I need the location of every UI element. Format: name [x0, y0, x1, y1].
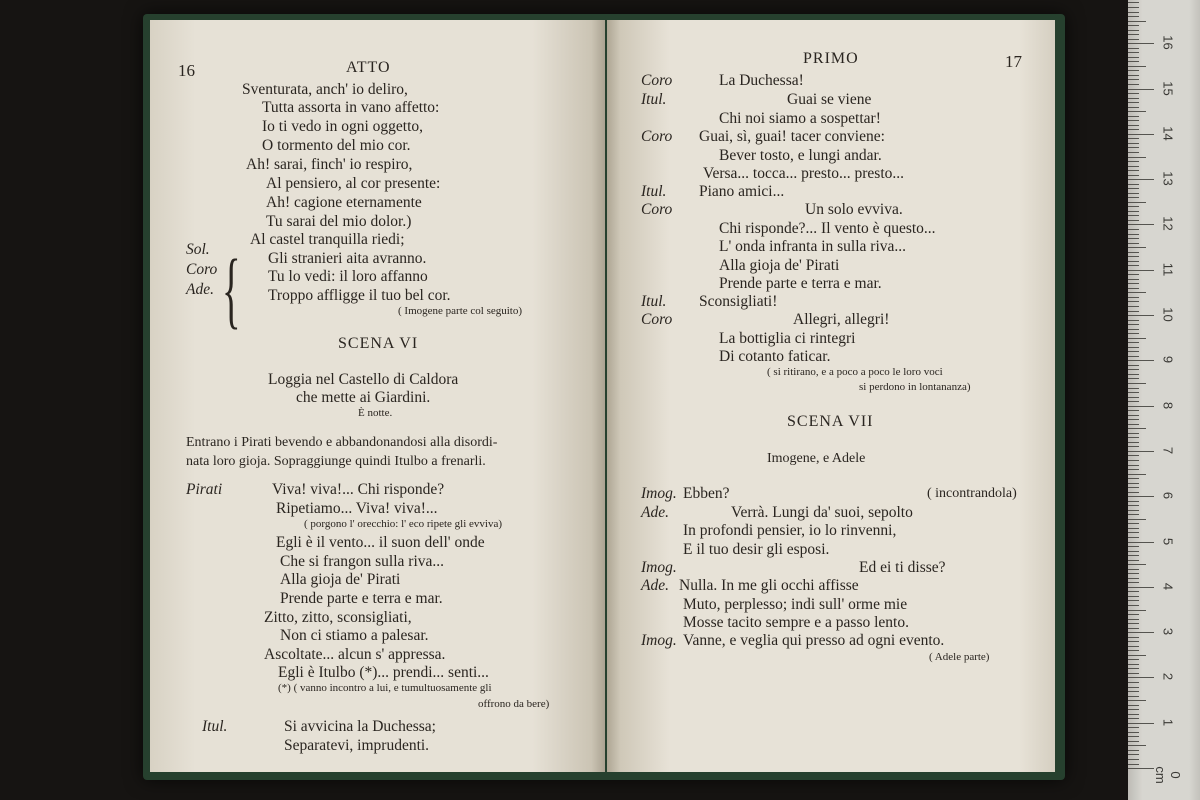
- ruler-tick: [1128, 551, 1139, 552]
- speaker-label: Sol.: [186, 241, 210, 258]
- verse-line: Ascoltate... alcun s' appressa.: [264, 646, 446, 663]
- ruler-tick: [1128, 397, 1139, 398]
- ruler-tick: [1128, 388, 1139, 389]
- ruler-tick: [1128, 265, 1139, 266]
- verse-line: Egli è Itulbo (*)... prendi... senti...: [278, 664, 489, 681]
- ruler-tick: [1128, 111, 1146, 112]
- ruler-tick: [1128, 668, 1139, 669]
- verse-line: Sventurata, anch' io deliro,: [242, 81, 408, 98]
- verse-line: Bever tosto, e lungi andar.: [719, 147, 882, 164]
- ruler-tick: [1128, 360, 1154, 361]
- ruler-tick: [1128, 750, 1139, 751]
- ruler-tick: [1128, 619, 1139, 620]
- ruler-tick: [1128, 365, 1139, 366]
- verse-line: Piano amici...: [699, 183, 785, 200]
- speaker-label: Pirati: [186, 481, 223, 498]
- ruler-tick: [1128, 496, 1154, 497]
- verse-line: Guai se viene: [787, 91, 872, 108]
- ruler-tick: [1128, 34, 1139, 35]
- ruler-tick: [1128, 455, 1139, 456]
- ruler-tick: [1128, 474, 1146, 475]
- ruler-tick: [1128, 175, 1139, 176]
- ruler-tick: [1128, 342, 1139, 343]
- ruler-tick: [1128, 582, 1139, 583]
- verse-line: O tormento del mio cor.: [262, 137, 411, 154]
- ruler-tick: [1128, 596, 1139, 597]
- page-number: 17: [1005, 52, 1022, 71]
- verse-line: Che si frangon sulla riva...: [280, 553, 445, 570]
- ruler-tick: [1128, 261, 1139, 262]
- ruler-tick: [1128, 700, 1146, 701]
- ruler-tick: [1128, 519, 1146, 520]
- verse-line: Ed ei ti disse?: [859, 559, 946, 576]
- stage-direction: ( porgono l' orecchio: l' eco ripete gli evviva): [304, 518, 503, 530]
- ruler-tick: [1128, 727, 1139, 728]
- ruler-tick: [1128, 768, 1154, 769]
- ruler-number: 12: [1160, 216, 1176, 232]
- verse-line: Al castel tranquilla riedi;: [250, 231, 405, 248]
- ruler-tick: [1128, 510, 1139, 511]
- ruler-tick: [1128, 673, 1139, 674]
- ruler-tick: [1128, 125, 1139, 126]
- ruler-tick: [1128, 179, 1154, 180]
- verse-line: Gli stranieri aita avranno.: [268, 250, 427, 267]
- ruler-tick: [1128, 406, 1154, 407]
- ruler-tick: [1128, 193, 1139, 194]
- stage-direction: offrono da bere): [478, 698, 550, 710]
- ruler-tick: [1128, 338, 1146, 339]
- ruler-tick: [1128, 52, 1139, 53]
- verse-line: Io ti vedo in ogni oggetto,: [262, 118, 424, 135]
- speaker-label: Ade.: [641, 504, 669, 521]
- ruler-tick: [1128, 297, 1139, 298]
- ruler-tick: [1128, 723, 1154, 724]
- ruler-number: 13: [1160, 171, 1176, 186]
- ruler-number: 9: [1160, 356, 1176, 364]
- ruler-tick: [1128, 646, 1139, 647]
- ruler-tick: [1128, 505, 1139, 506]
- ruler-tick: [1128, 138, 1139, 139]
- ruler-number: 4: [1160, 582, 1176, 590]
- ruler-number: 15: [1160, 80, 1176, 96]
- verse-line: Un solo evviva.: [805, 201, 903, 218]
- verse-line: Verrà. Lungi da' suoi, sepolto: [731, 504, 913, 521]
- ruler-tick: [1128, 637, 1139, 638]
- ruler-tick: [1128, 229, 1139, 230]
- ruler-tick: [1128, 170, 1139, 171]
- verse-line: Mosse tacito sempre e a passo lento.: [683, 614, 909, 631]
- ruler-tick: [1128, 564, 1146, 565]
- speaker-label: Itul.: [641, 91, 667, 108]
- measuring-ruler: [1128, 0, 1200, 800]
- running-head: PRIMO: [803, 50, 859, 67]
- ruler-tick: [1128, 709, 1139, 710]
- ruler-number: 1: [1160, 718, 1176, 726]
- ruler-tick: [1128, 419, 1139, 420]
- ruler-number: 11: [1160, 262, 1176, 276]
- speaker-label: Imog.: [641, 559, 677, 576]
- ruler-tick: [1128, 184, 1139, 185]
- right-page: [607, 20, 1055, 772]
- ruler-tick: [1128, 238, 1139, 239]
- ruler-tick: [1128, 279, 1139, 280]
- ruler-tick: [1128, 351, 1139, 352]
- verse-line: Tu sarai del mio dolor.): [266, 213, 412, 230]
- ruler-tick: [1128, 623, 1139, 624]
- ruler-tick: [1128, 292, 1146, 293]
- speaker-label: Coro: [641, 201, 673, 218]
- scene-heading: SCENA VII: [787, 413, 874, 430]
- ruler-tick: [1128, 143, 1139, 144]
- ruler-tick: [1128, 655, 1146, 656]
- ruler-tick: [1128, 664, 1139, 665]
- ruler-tick: [1128, 256, 1139, 257]
- ruler-tick: [1128, 628, 1139, 629]
- ruler-tick: [1128, 157, 1146, 158]
- ruler-tick: [1128, 682, 1139, 683]
- verse-line: Non ci stiamo a palesar.: [280, 627, 429, 644]
- ruler-tick: [1128, 306, 1139, 307]
- verse-line: Ah! cagione eternamente: [266, 194, 422, 211]
- ruler-tick: [1128, 152, 1139, 153]
- ruler-tick: [1128, 451, 1154, 452]
- ruler-tick: [1128, 696, 1139, 697]
- ruler-number: 10: [1160, 307, 1176, 322]
- ruler-tick: [1128, 288, 1139, 289]
- ruler-number: 3: [1160, 627, 1176, 636]
- ruler-tick: [1128, 329, 1139, 330]
- ruler-tick: [1128, 542, 1154, 543]
- ruler-tick: [1128, 243, 1139, 244]
- ruler-tick: [1128, 560, 1139, 561]
- speaker-label: Itul.: [641, 293, 667, 310]
- verse-line: Alla gioja de' Pirati: [719, 257, 840, 274]
- ruler-tick: [1128, 591, 1139, 592]
- ruler-tick: [1128, 741, 1139, 742]
- verse-line: Alla gioja de' Pirati: [280, 571, 401, 588]
- speaker-label: Coro: [641, 72, 673, 89]
- verse-line: ( incontrandola): [927, 486, 1017, 501]
- ruler-tick: [1128, 12, 1139, 13]
- ruler-tick: [1128, 501, 1139, 502]
- verse-line: Tu lo vedi: il loro affanno: [268, 268, 428, 285]
- verse-line: Ebben?: [683, 485, 730, 502]
- ruler-number: 2: [1160, 673, 1176, 681]
- ruler-tick: [1128, 7, 1139, 8]
- ruler-tick: [1128, 687, 1139, 688]
- ruler-tick: [1128, 573, 1139, 574]
- ruler-tick: [1128, 587, 1154, 588]
- verse-line: E il tuo desir gli esposi.: [683, 541, 830, 558]
- ruler-tick: [1128, 21, 1146, 22]
- verse-line: Separatevi, imprudenti.: [284, 737, 430, 754]
- ruler-tick: [1128, 356, 1139, 357]
- ruler-tick: [1128, 437, 1139, 438]
- ruler-tick: [1128, 224, 1154, 225]
- verse-line: Loggia nel Castello di Caldora: [268, 371, 459, 388]
- ruler-tick: [1128, 446, 1139, 447]
- ruler-tick: [1128, 433, 1139, 434]
- verse-line: Di cotanto faticar.: [719, 348, 831, 365]
- ruler-tick: [1128, 487, 1139, 488]
- verse-line: La Duchessa!: [719, 72, 804, 89]
- ruler-tick: [1128, 732, 1139, 733]
- ruler-tick: [1128, 30, 1139, 31]
- ruler-tick: [1128, 220, 1139, 221]
- ruler-tick: [1128, 705, 1139, 706]
- ruler-tick: [1128, 659, 1139, 660]
- ruler-tick: [1128, 369, 1139, 370]
- ruler-tick: [1128, 424, 1139, 425]
- ruler-tick: [1128, 247, 1146, 248]
- ruler-tick: [1128, 75, 1139, 76]
- verse-line: Nulla. In me gli occhi affisse: [679, 577, 859, 594]
- ruler-tick: [1128, 129, 1139, 130]
- ruler-tick: [1128, 410, 1139, 411]
- ruler-tick: [1128, 460, 1139, 461]
- ruler-tick: [1128, 102, 1139, 103]
- speaker-label: Coro: [186, 261, 218, 278]
- verse-line: Chi noi siamo a sospettar!: [719, 110, 881, 127]
- ruler-tick: [1128, 650, 1139, 651]
- speaker-label: Ade.: [641, 577, 669, 594]
- ruler-tick: [1128, 578, 1139, 579]
- ruler-tick: [1128, 43, 1154, 44]
- ruler-number: 14: [1160, 126, 1176, 141]
- verse-line: Guai, sì, guai! tacer conviene:: [699, 128, 885, 145]
- ruler-tick: [1128, 283, 1139, 284]
- ruler-tick: [1128, 134, 1154, 135]
- verse-line: Sconsigliati!: [699, 293, 778, 310]
- ruler-tick: [1128, 39, 1139, 40]
- ruler-tick: [1128, 252, 1139, 253]
- running-head: ATTO: [346, 59, 391, 76]
- ruler-tick: [1128, 270, 1154, 271]
- verse-line: Egli è il vento... il suon dell' onde: [276, 534, 485, 551]
- ruler-tick: [1128, 718, 1139, 719]
- verse-line: Zitto, zitto, sconsigliati,: [264, 609, 412, 626]
- speaker-label: Coro: [641, 311, 673, 328]
- ruler-tick: [1128, 66, 1146, 67]
- ruler-tick: [1128, 116, 1139, 117]
- stage-direction: (*) ( vanno incontro a lui, e tumultuosamente gli: [278, 682, 492, 694]
- ruler-tick: [1128, 120, 1139, 121]
- ruler-tick: [1128, 537, 1139, 538]
- speaker-label: Itul.: [641, 183, 667, 200]
- verse-line: Ah! sarai, finch' io respiro,: [246, 156, 413, 173]
- verse-line: Si avvicina la Duchessa;: [284, 718, 436, 735]
- ruler-tick: [1128, 383, 1146, 384]
- ruler-tick: [1128, 415, 1139, 416]
- ruler-tick: [1128, 215, 1139, 216]
- ruler-tick: [1128, 483, 1139, 484]
- ruler-tick: [1128, 764, 1139, 765]
- ruler-tick: [1128, 274, 1139, 275]
- verse-line: Prende parte e terra e mar.: [719, 275, 882, 292]
- speaker-label: Itul.: [202, 718, 228, 735]
- ruler-tick: [1128, 492, 1139, 493]
- verse-line: Entrano i Pirati bevendo e abbandonandosi alla disordi-: [186, 435, 498, 450]
- ruler-tick: [1128, 2, 1139, 3]
- ruler-tick: [1128, 514, 1139, 515]
- ruler-tick: [1128, 311, 1139, 312]
- speaker-label: Ade.: [186, 281, 214, 298]
- stage-direction: ( Adele parte): [929, 651, 990, 663]
- ruler-tick: [1128, 641, 1139, 642]
- ruler-tick: [1128, 632, 1154, 633]
- ruler-tick: [1128, 301, 1139, 302]
- ruler-tick: [1128, 378, 1139, 379]
- ruler-tick: [1128, 57, 1139, 58]
- stage-direction: ( si ritirano, e a poco a poco le loro voci: [767, 366, 943, 378]
- ruler-number: 6: [1160, 492, 1176, 500]
- ruler-tick: [1128, 610, 1146, 611]
- stage-direction: ( Imogene parte col seguito): [398, 305, 523, 317]
- ruler-tick: [1128, 465, 1139, 466]
- verse-line: Ripetiamo... Viva! viva!...: [276, 500, 438, 517]
- verse-line: Prende parte e terra e mar.: [280, 590, 443, 607]
- ruler-tick: [1128, 70, 1139, 71]
- ruler-tick: [1128, 324, 1139, 325]
- verse-line: Al pensiero, al cor presente:: [266, 175, 441, 192]
- ruler-number: 16: [1160, 35, 1176, 50]
- verse-line: La bottiglia ci rintegri: [719, 330, 856, 347]
- ruler-tick: [1128, 48, 1139, 49]
- ruler-number: 5: [1160, 537, 1176, 545]
- left-page: [150, 20, 605, 772]
- ruler-tick: [1128, 89, 1154, 90]
- ruler-tick: [1128, 93, 1139, 94]
- ruler-tick: [1128, 374, 1139, 375]
- brace-symbol: {: [222, 241, 241, 337]
- speaker-label: Imog.: [641, 632, 677, 649]
- ruler-tick: [1128, 320, 1139, 321]
- ruler-tick: [1128, 759, 1139, 760]
- ruler-tick: [1128, 532, 1139, 533]
- ruler-tick: [1128, 523, 1139, 524]
- ruler-tick: [1128, 188, 1139, 189]
- stage-direction: si perdono in lontananza): [859, 381, 971, 393]
- ruler-tick: [1128, 469, 1139, 470]
- verse-line: Viva! viva!... Chi risponde?: [272, 481, 445, 498]
- ruler-number: 8: [1160, 401, 1176, 409]
- verse-line: Muto, perplesso; indi sull' orme mie: [683, 596, 908, 613]
- ruler-tick: [1128, 147, 1139, 148]
- ruler-tick: [1128, 555, 1139, 556]
- ruler-tick: [1128, 392, 1139, 393]
- ruler-number: 0 cm: [1153, 766, 1183, 784]
- ruler-tick: [1128, 677, 1154, 678]
- ruler-number: 7: [1160, 446, 1176, 454]
- verse-line: Tutta assorta in vano affetto:: [262, 99, 440, 116]
- ruler-tick: [1128, 211, 1139, 212]
- verse-line: Imogene, e Adele: [767, 451, 866, 466]
- ruler-tick: [1128, 206, 1139, 207]
- ruler-tick: [1128, 546, 1139, 547]
- ruler-tick: [1128, 161, 1139, 162]
- verse-line: che mette ai Giardini.: [296, 389, 431, 406]
- ruler-tick: [1128, 691, 1139, 692]
- speaker-label: Imog.: [641, 485, 677, 502]
- ruler-tick: [1128, 315, 1154, 316]
- ruler-tick: [1128, 745, 1146, 746]
- ruler-tick: [1128, 107, 1139, 108]
- verse-line: Vanne, e veglia qui presso ad ogni evento.: [683, 632, 945, 649]
- ruler-tick: [1128, 333, 1139, 334]
- ruler-tick: [1128, 605, 1139, 606]
- ruler-tick: [1128, 401, 1139, 402]
- ruler-tick: [1128, 98, 1139, 99]
- ruler-tick: [1128, 736, 1139, 737]
- scene-heading: SCENA VI: [338, 335, 419, 352]
- ruler-tick: [1128, 234, 1139, 235]
- verse-line: L' onda infranta in sulla riva...: [719, 238, 907, 255]
- ruler-tick: [1128, 79, 1139, 80]
- ruler-tick: [1128, 528, 1139, 529]
- verse-line: Allegri, allegri!: [793, 311, 890, 328]
- ruler-tick: [1128, 569, 1139, 570]
- stage-direction: È notte.: [358, 407, 393, 419]
- verse-line: nata loro gioja. Sopraggiunge quindi Itulbo a frenarli.: [186, 454, 486, 469]
- ruler-tick: [1128, 16, 1139, 17]
- ruler-tick: [1128, 197, 1139, 198]
- ruler-tick: [1128, 84, 1139, 85]
- verse-line: Troppo affligge il tuo bel cor.: [268, 287, 451, 304]
- ruler-tick: [1128, 25, 1139, 26]
- ruler-tick: [1128, 61, 1139, 62]
- verse-line: In profondi pensier, io lo rinvenni,: [683, 522, 897, 539]
- ruler-tick: [1128, 614, 1139, 615]
- page-number: 16: [178, 61, 195, 80]
- ruler-tick: [1128, 478, 1139, 479]
- ruler-tick: [1128, 202, 1146, 203]
- ruler-tick: [1128, 754, 1139, 755]
- ruler-tick: [1128, 714, 1139, 715]
- speaker-label: Coro: [641, 128, 673, 145]
- ruler-tick: [1128, 442, 1139, 443]
- verse-line: Versa... tocca... presto... presto...: [703, 165, 905, 182]
- verse-line: Chi risponde?... Il vento è questo...: [719, 220, 936, 237]
- ruler-tick: [1128, 166, 1139, 167]
- ruler-tick: [1128, 347, 1139, 348]
- ruler-tick: [1128, 600, 1139, 601]
- ruler-tick: [1128, 428, 1146, 429]
